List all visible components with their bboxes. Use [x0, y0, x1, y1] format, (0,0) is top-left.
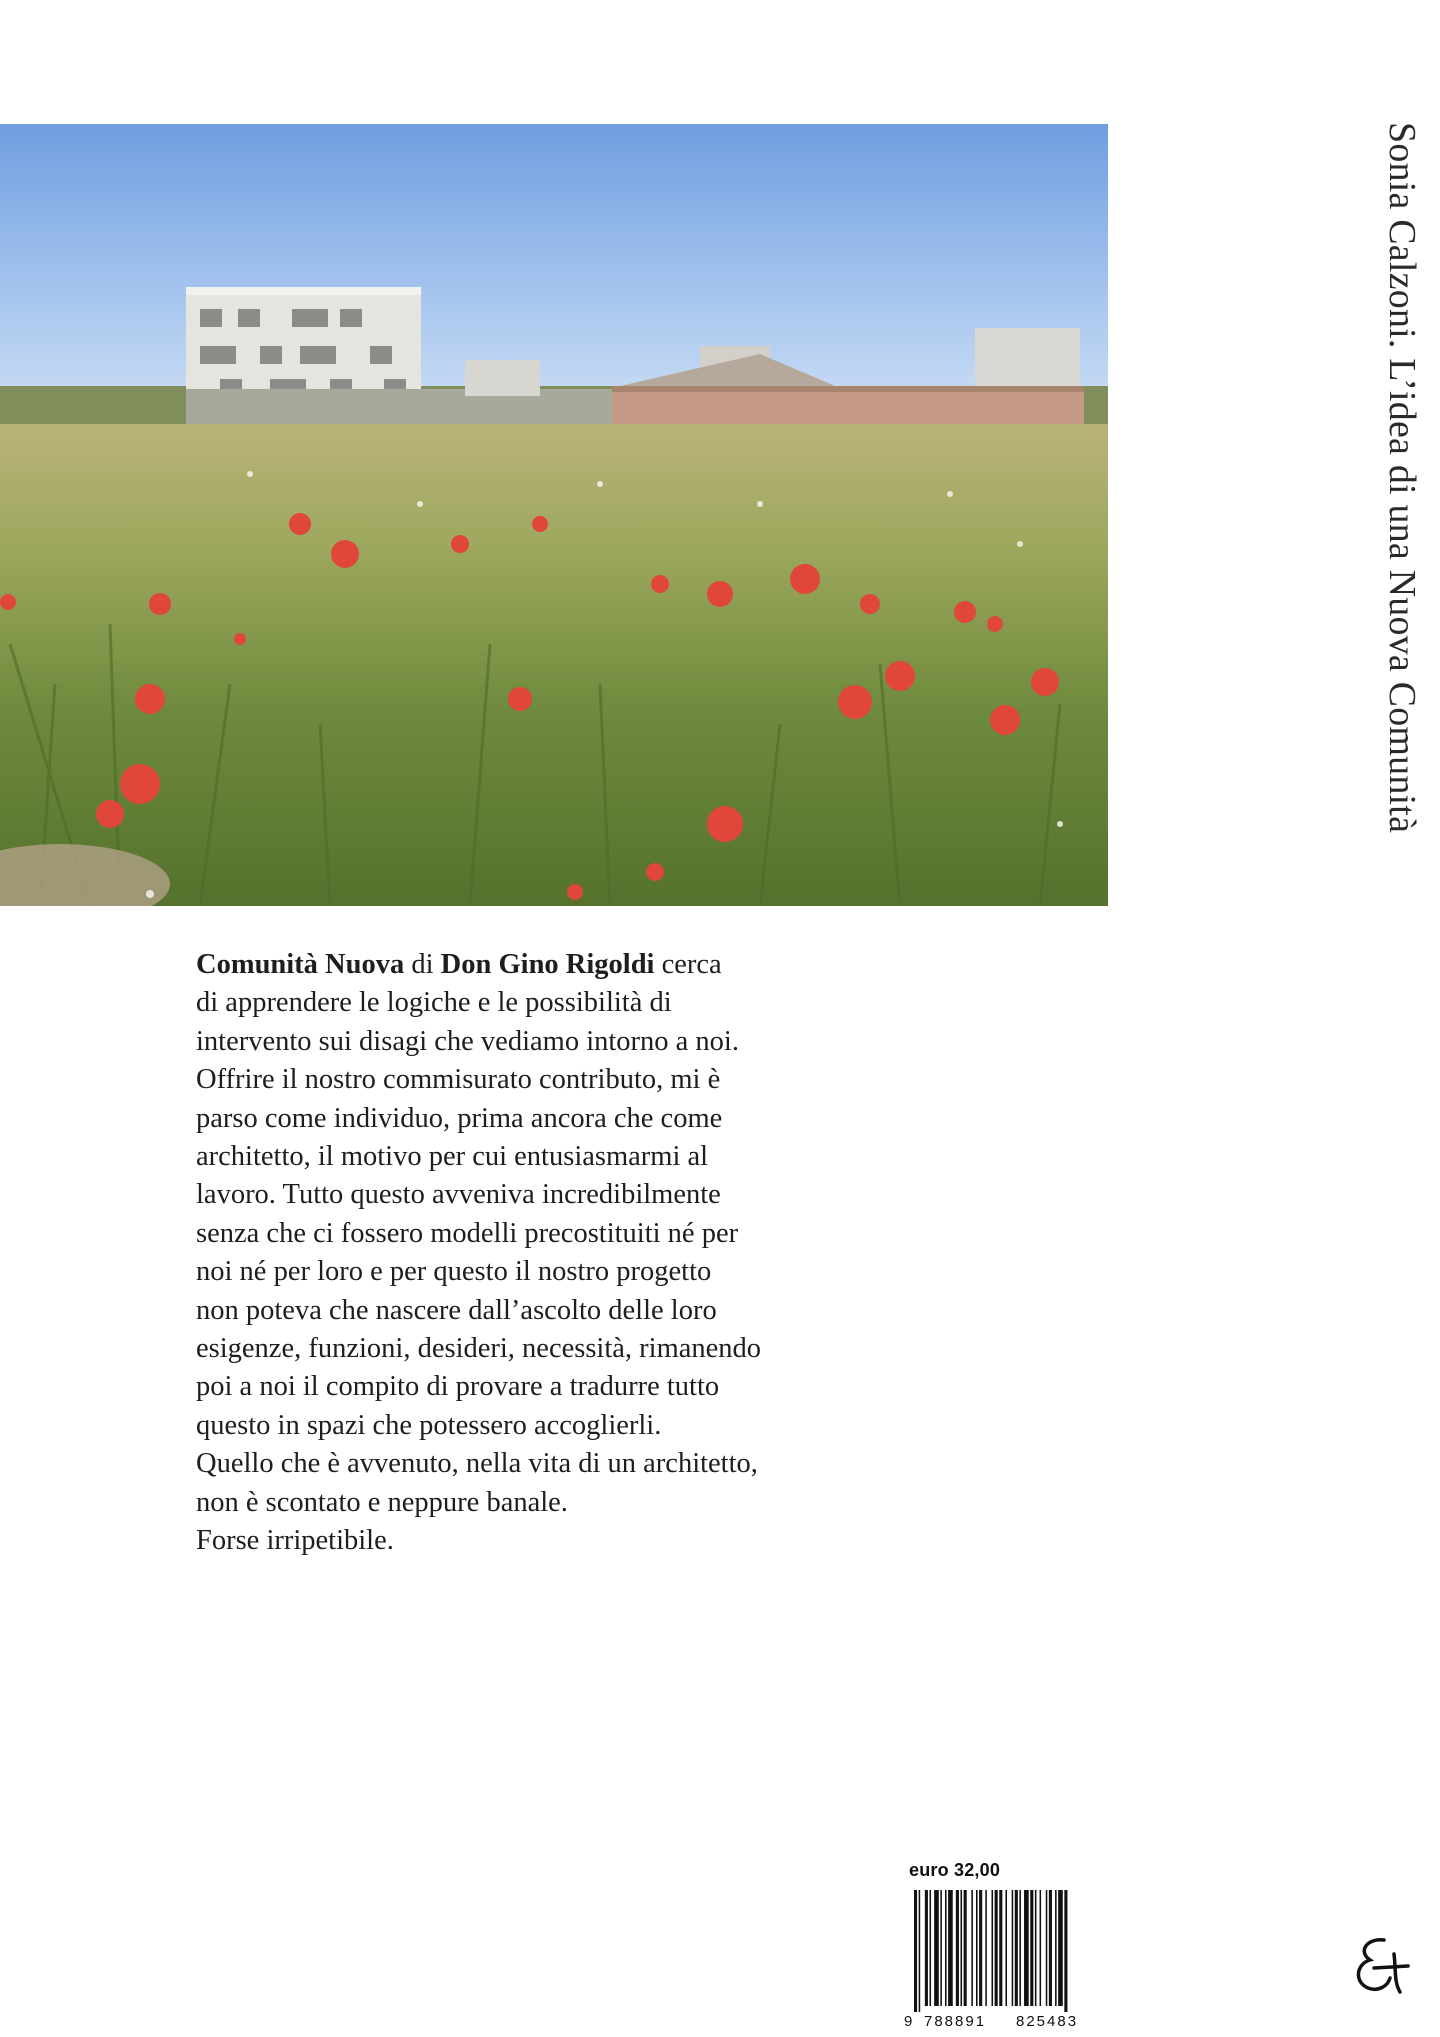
blurb-line: Offrire il nostro commisurato contributo, mi è — [196, 1064, 721, 1096]
blurb-line — [196, 946, 856, 984]
barcode-icon — [904, 1890, 1114, 2030]
barcode-bar — [995, 1890, 998, 2006]
barcode-bar — [919, 1890, 921, 2012]
blurb-line: noi né per loro e per questo il nostro progetto — [196, 1256, 712, 1288]
blurb-org-name: Comunità Nuova — [196, 949, 405, 980]
barcode-bar — [979, 1890, 982, 2006]
barcode-bar — [1015, 1890, 1018, 2006]
spine-title-text: Sonia Calzoni. L’idea di una Nuova Comunità — [1381, 122, 1423, 834]
blurb-person-name: Don Gino Rigoldi — [440, 949, 655, 980]
barcode-bar — [914, 1890, 917, 2012]
back-cover-blurb — [196, 946, 856, 1561]
barcode-bar — [1035, 1890, 1037, 2006]
price-label: euro 32,00 — [909, 1860, 1001, 1880]
barcode-bar — [1049, 1890, 1052, 2006]
barcode-bar — [976, 1890, 978, 2006]
barcode-bar — [1005, 1890, 1007, 2006]
barcode-bar — [1024, 1890, 1029, 2006]
barcode-bar — [930, 1890, 932, 2006]
blurb-line: Quello che è avvenuto, nella vita di un architetto, — [196, 1448, 758, 1480]
blurb-text: di — [404, 949, 441, 980]
blurb-line: Forse irripetibile. — [196, 1525, 394, 1557]
barcode-digits-right: 825483 — [1016, 2013, 1079, 2030]
blurb-line: esigenze, funzioni, desideri, necessità, rimanendo — [196, 1333, 762, 1365]
barcode-bar — [925, 1890, 928, 2006]
barcode-bar — [940, 1890, 942, 2006]
barcode-bar — [1058, 1890, 1063, 2006]
barcode-bar — [961, 1890, 963, 2006]
barcode-bar — [1019, 1890, 1021, 2006]
barcode-bar — [1030, 1890, 1033, 2006]
barcode-bar — [1012, 1890, 1014, 2006]
ampersand-logo-icon — [1344, 1930, 1416, 2002]
blurb-line: architetto, il motivo per cui entusiasmarmi al — [196, 1141, 709, 1173]
barcode-bar — [945, 1890, 947, 2006]
barcode-bar — [985, 1890, 987, 2006]
barcode-bar — [956, 1890, 959, 2006]
blurb-line: parso come individuo, prima ancora che come — [196, 1102, 723, 1134]
barcode-digit-first: 9 — [904, 2013, 913, 2030]
barcode-bar — [1046, 1890, 1048, 2006]
barcode-bar — [992, 1890, 994, 2006]
blurb-line: lavoro. Tutto questo avveniva incredibilmente — [196, 1179, 721, 1211]
cover-photo — [0, 124, 1108, 906]
blurb-line: poi a noi il compito di provare a tradurre tutto — [196, 1371, 720, 1403]
blurb-line: questo in spazi che potessero accoglierli. — [196, 1409, 662, 1441]
spine-title — [1380, 122, 1423, 902]
isbn-barcode — [904, 1890, 1114, 2030]
barcode-digits-left: 788891 — [924, 2013, 987, 2030]
barcode-bar — [964, 1890, 967, 2006]
blurb-line: intervento sui disagi che vediamo intorno a noi. — [196, 1025, 739, 1057]
barcode-bar — [1040, 1890, 1042, 2006]
barcode-bar — [971, 1890, 973, 2006]
publisher-ampersand-logo — [1344, 1930, 1416, 2002]
barcode-bar — [934, 1890, 939, 2006]
barcode-bar — [948, 1890, 953, 2006]
blurb-line: non poteva che nascere dall’ascolto delle loro — [196, 1294, 717, 1326]
blurb-line: non è scontato e neppure banale. — [196, 1486, 568, 1518]
barcode-bar — [1064, 1890, 1067, 2012]
barcode-bar — [1055, 1890, 1057, 2006]
field-with-poppies-and-buildings-photo — [0, 124, 1108, 906]
barcode-bar — [999, 1890, 1002, 2006]
blurb-line: senza che ci fossero modelli precostituiti né per — [196, 1217, 739, 1249]
blurb-text: cerca — [654, 949, 722, 980]
blurb-line: di apprendere le logiche e le possibilità di — [196, 987, 672, 1019]
